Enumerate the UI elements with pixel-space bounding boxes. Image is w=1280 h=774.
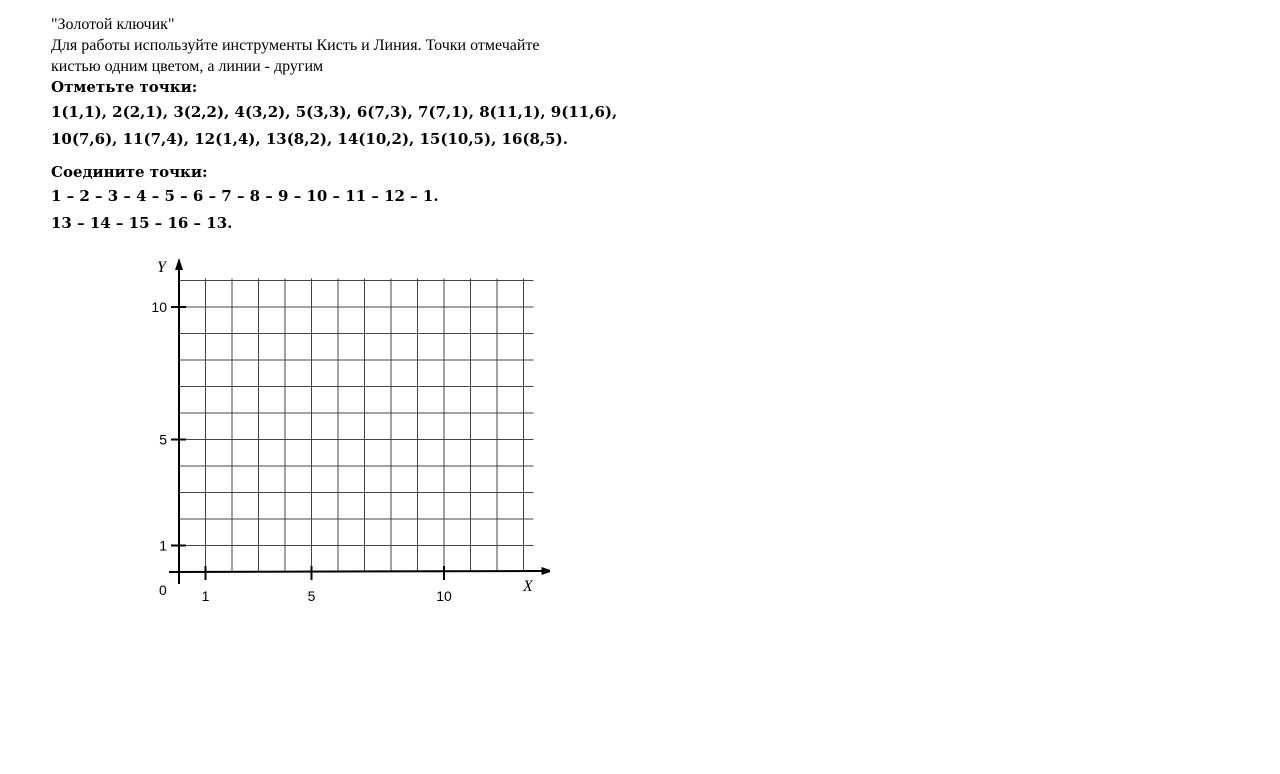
y-axis-label: Y [157, 259, 166, 276]
x-tick-label: 5 [307, 588, 316, 604]
points-line-1: 1(1,1), 2(2,1), 3(2,2), 4(3,2), 5(3,3), 6(7,3), 7(7,1), 8(11,1), 9(11,6), [51, 103, 618, 121]
points-heading: Отметьте точки: [51, 78, 198, 96]
worksheet [51, 14, 671, 237]
coordinate-grid[interactable] [140, 250, 550, 610]
coordinate-grid-canvas[interactable] [140, 250, 550, 610]
points-line-2: 10(7,6), 11(7,4), 12(1,4), 13(8,2), 14(10,2), 15(10,5), 16(8,5). [51, 130, 568, 148]
y-tick-label: 5 [159, 431, 167, 448]
x-tick-label: 10 [436, 588, 452, 604]
grid-lines [179, 279, 534, 573]
x-tick-label: 1 [201, 588, 210, 604]
origin-label: 0 [159, 582, 167, 598]
tick-marks [171, 307, 444, 580]
x-axis-arrow [542, 567, 551, 575]
x-axis-label: X [523, 578, 533, 595]
x-axis-line [169, 571, 542, 572]
connect-line-2: 13 – 14 – 15 – 16 – 13. [51, 214, 233, 232]
connect-heading: Соедините точки: [51, 163, 208, 181]
y-tick-label: 10 [151, 299, 167, 315]
instruction-line-2: кистью одним цветом, а линии - другим [51, 58, 324, 75]
y-tick-label: 1 [159, 537, 167, 554]
tick-labels [151, 299, 452, 604]
y-axis-arrow [175, 258, 183, 270]
connect-line-1: 1 – 2 – 3 – 4 – 5 – 6 – 7 – 8 – 9 – 10 – 11 – 12 – 1. [51, 187, 439, 205]
instruction-line-1: Для работы используйте инструменты Кисть и Линия. Точки отмечайте [51, 37, 540, 54]
task-title: "Золотой ключик" [51, 16, 175, 33]
